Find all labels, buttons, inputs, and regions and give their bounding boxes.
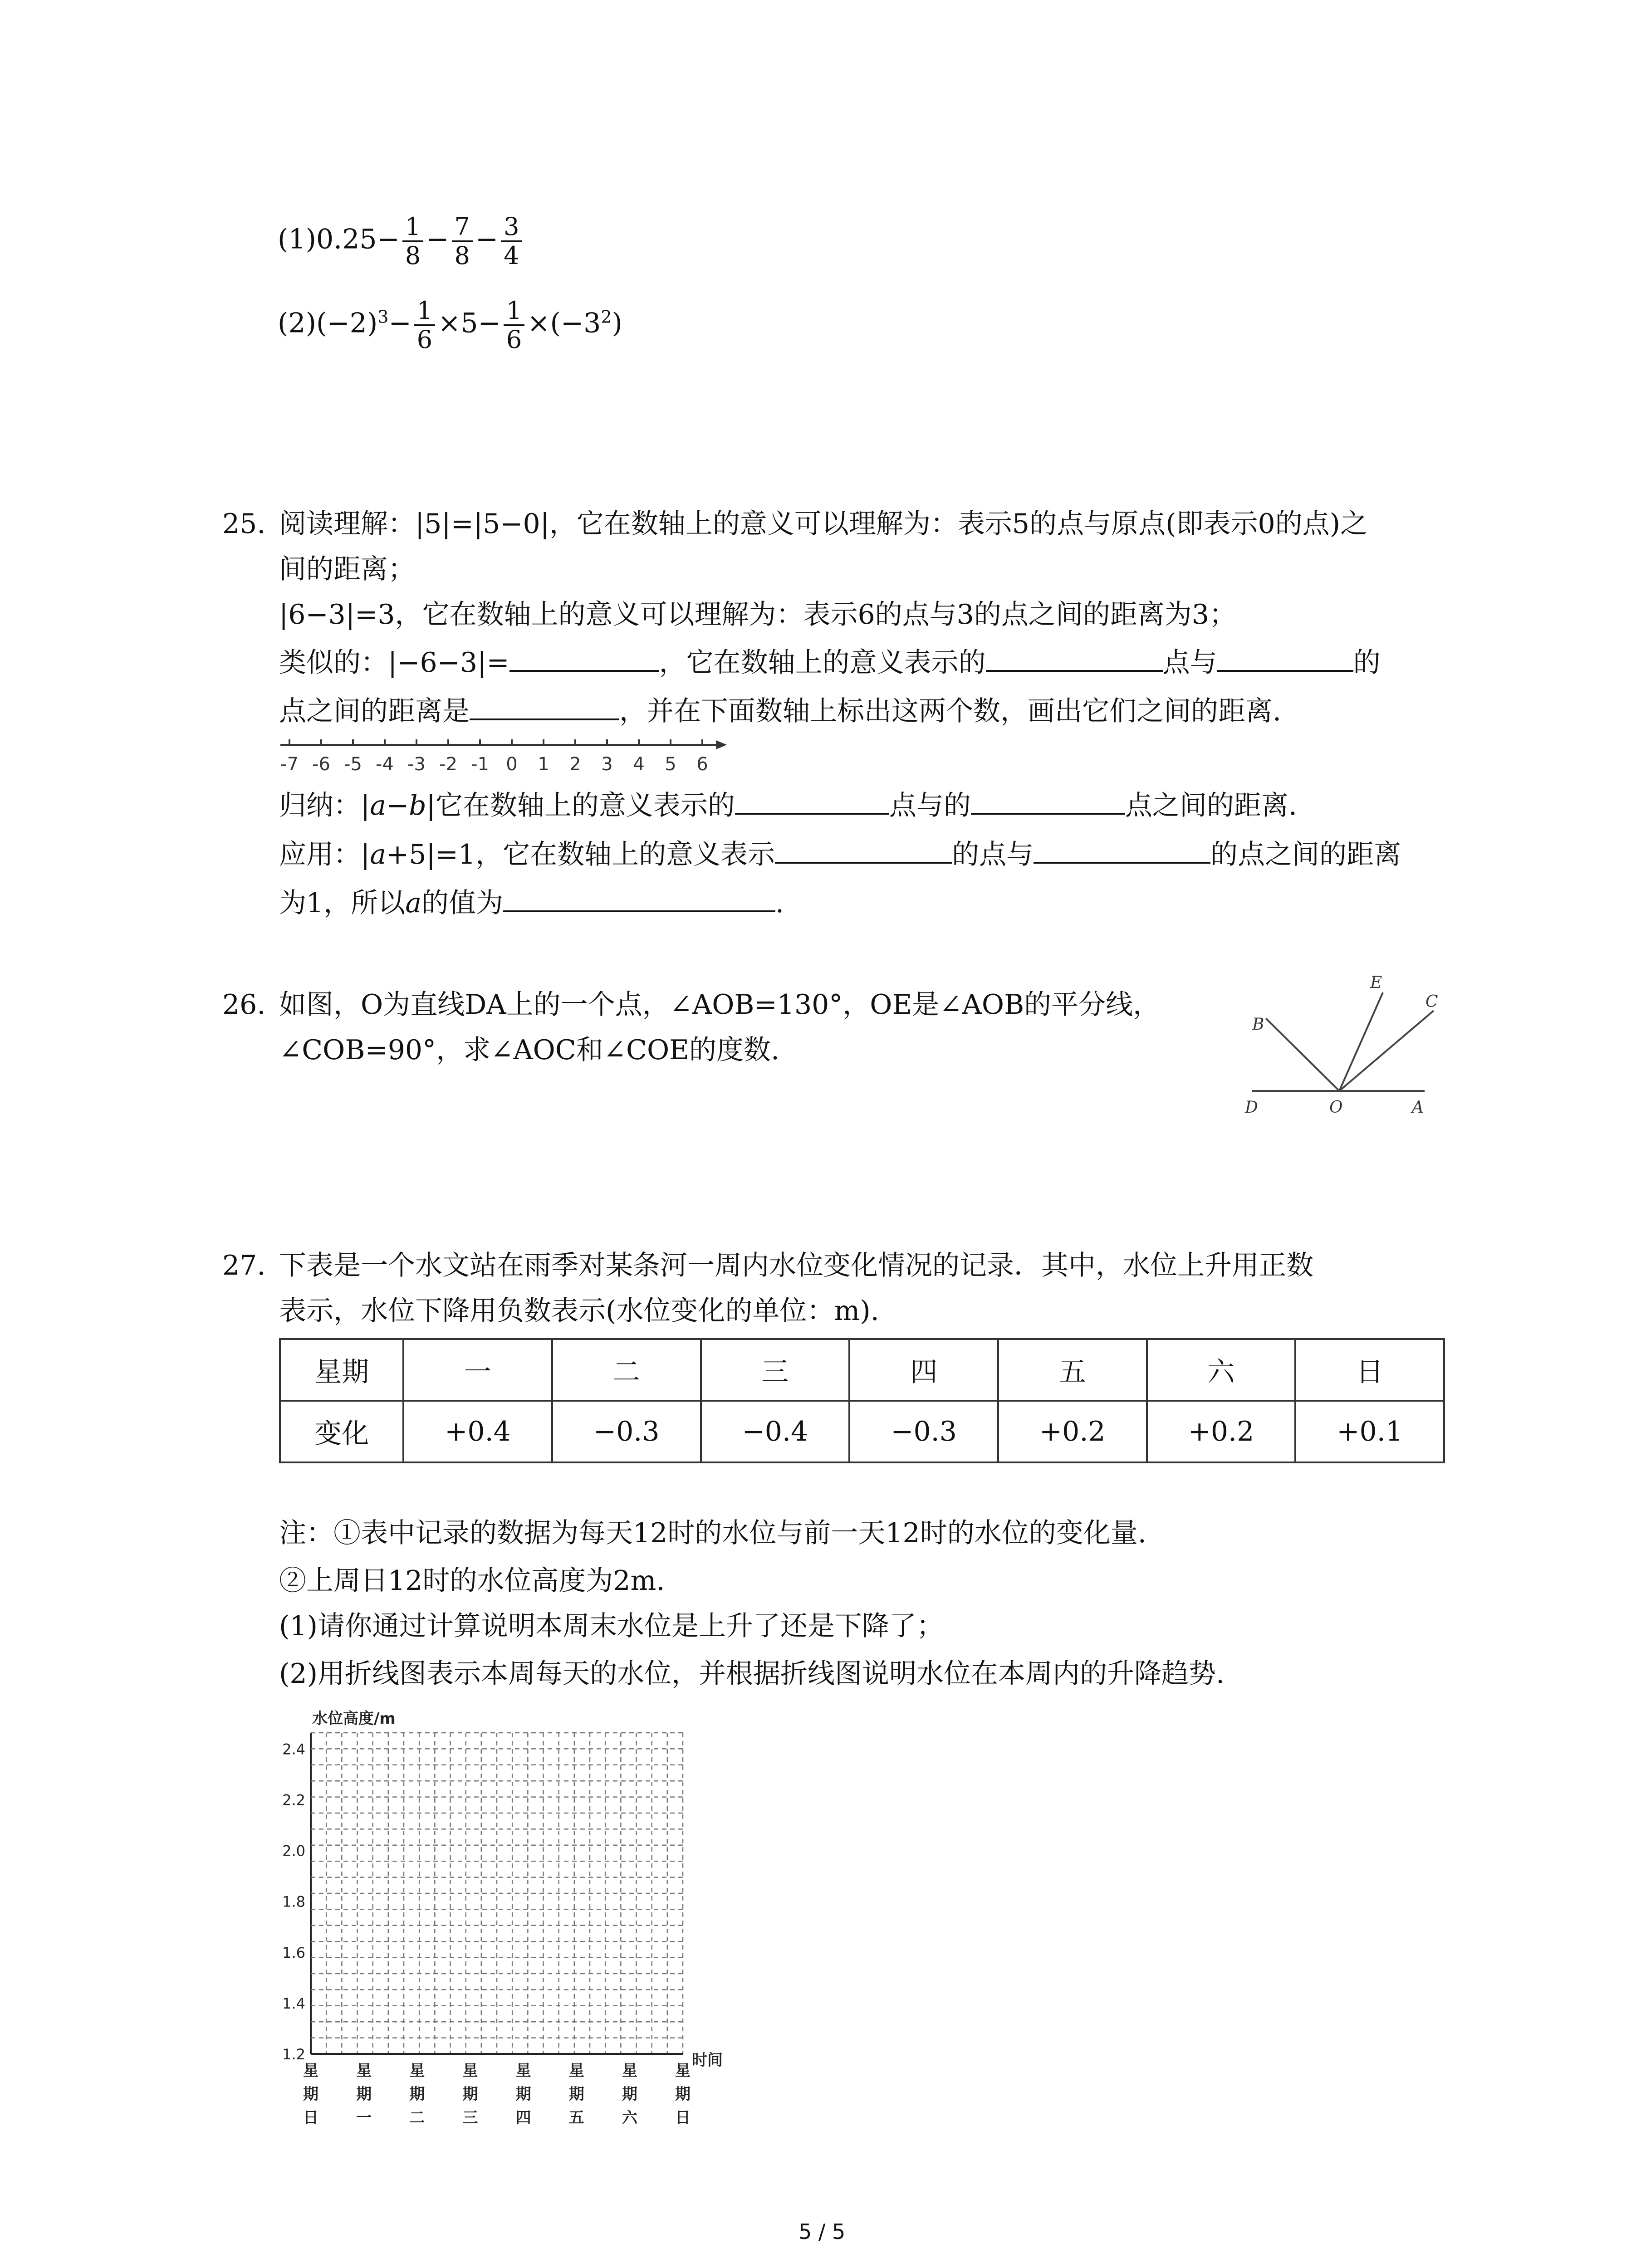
answer-blank[interactable] <box>1034 838 1210 864</box>
answer-blank[interactable] <box>503 887 775 912</box>
table-header-cell: 三 <box>701 1339 850 1401</box>
number-line-label: -4 <box>376 754 394 775</box>
table-cell: 变化 <box>280 1401 403 1462</box>
table-header-cell: 日 <box>1295 1339 1444 1401</box>
answer-blank[interactable] <box>470 695 619 720</box>
answer-blank[interactable] <box>1217 646 1353 672</box>
x-axis-label: 时间 <box>692 2051 723 2069</box>
calc-problem-2: $(2)(-2)^3-$ $\frac{1}{6}$ ×5− $\frac{1}{6}$ $\times(-3^2)$ <box>278 296 622 354</box>
number-line-label: -1 <box>471 754 489 775</box>
number-line-label: 2 <box>569 754 581 775</box>
table-header-cell: 星期 <box>280 1339 403 1401</box>
number-line-label: 0 <box>506 754 518 775</box>
q25-number: 25. <box>222 508 266 540</box>
table-row <box>280 1401 1444 1462</box>
number-line <box>272 735 735 789</box>
q27-note1: 注：①表中记录的数据为每天12时的水位与前一天12时的水位的变化量. <box>279 1517 1146 1549</box>
number-line-label: -7 <box>280 754 299 775</box>
label-O: O <box>1329 1098 1343 1117</box>
number-line-label: 5 <box>665 754 676 775</box>
table-cell: +0.1 <box>1295 1401 1444 1462</box>
label-D: D <box>1245 1098 1258 1117</box>
table-header-cell: 六 <box>1147 1339 1296 1401</box>
answer-blank[interactable] <box>735 789 889 815</box>
y-axis-label: 水位高度/m <box>312 1710 396 1728</box>
table-cell: −0.4 <box>701 1401 850 1462</box>
water-level-table <box>279 1338 1445 1463</box>
number-line-label: 1 <box>538 754 549 775</box>
number-line-label: -3 <box>407 754 426 775</box>
table-row <box>280 1339 1444 1401</box>
number-line-label: 6 <box>696 754 708 775</box>
q25-line2: 间的距离； <box>279 553 415 585</box>
table-header-cell: 一 <box>403 1339 552 1401</box>
x-day-label: 星期二 <box>409 2062 425 2127</box>
y-tick-label: 2.4 <box>282 1740 305 1758</box>
x-day-label: 星期日 <box>303 2062 318 2127</box>
table-header-cell: 五 <box>998 1339 1147 1401</box>
table-header-cell: 四 <box>849 1339 998 1401</box>
q26-line2: ∠COB=90°，求∠AOC和∠COE的度数. <box>279 1034 780 1066</box>
q25-line5: 点之间的距离是 ，并在下面数轴上标出这两个数，画出它们之间的距离. <box>279 695 1282 727</box>
q25-line4: 类似的：|−6−3|= ，它在数轴上的意义表示的 点与 的 <box>279 647 1381 679</box>
x-day-label: 星期四 <box>515 2062 531 2127</box>
q25-line8: 为1，所以a的值为 . <box>279 887 784 919</box>
angle-figure <box>1234 966 1488 1120</box>
number-line-label: 3 <box>601 754 613 775</box>
calc-problem-1: (1)0.25− $\frac{1}{8}$ − $\frac{7}{8}$ − $\frac{3}{4}$ <box>278 213 525 269</box>
answer-blank[interactable] <box>971 789 1125 815</box>
label-E: E <box>1370 973 1382 992</box>
label-C: C <box>1425 992 1438 1011</box>
q27-line2: 表示，水位下降用负数表示(水位变化的单位：m). <box>279 1295 879 1327</box>
x-day-label: 星期五 <box>568 2062 584 2127</box>
y-tick-label: 1.8 <box>282 1893 305 1911</box>
x-day-label: 星期三 <box>462 2062 478 2127</box>
y-tick-label: 2.2 <box>282 1791 305 1809</box>
q25-line3: |6−3|=3，它在数轴上的意义可以理解为：表示6的点与3的点之间的距离为3； <box>279 599 1237 631</box>
q25-line7: 应用：|a+5|=1，它在数轴上的意义表示 的点与 的点之间的距离 <box>279 839 1401 870</box>
number-line-label: -2 <box>439 754 457 775</box>
table-cell: −0.3 <box>849 1401 998 1462</box>
label-B: B <box>1252 1015 1264 1034</box>
q27-note2: ②上周日12时的水位高度为2m. <box>279 1565 665 1597</box>
answer-blank[interactable] <box>986 646 1163 672</box>
label-A: A <box>1412 1098 1424 1117</box>
table-cell: −0.3 <box>552 1401 701 1462</box>
y-tick-label: 2.0 <box>282 1842 305 1860</box>
x-day-label: 星期六 <box>622 2062 637 2127</box>
x-day-label: 星期一 <box>356 2062 372 2127</box>
table-cell: +0.2 <box>1147 1401 1296 1462</box>
q25-line1: 阅读理解：|5|=|5−0|，它在数轴上的意义可以理解为：表示5的点与原点(即表示0的点)之 <box>279 508 1368 540</box>
answer-blank[interactable] <box>509 646 659 672</box>
q26-number: 26. <box>222 989 266 1021</box>
table-header-cell: 二 <box>552 1339 701 1401</box>
q27-question2: (2)用折线图表示本周每天的水位，并根据折线图说明水位在本周内的升降趋势. <box>279 1658 1225 1690</box>
answer-blank[interactable] <box>775 838 952 864</box>
page-number: 5 / 5 <box>798 2219 846 2244</box>
number-line-label: -6 <box>312 754 330 775</box>
table-cell: +0.4 <box>403 1401 552 1462</box>
number-line-label: 4 <box>633 754 645 775</box>
table-cell: +0.2 <box>998 1401 1147 1462</box>
q26-line1: 如图，O为直线DA上的一个点，∠AOB=130°，OE是∠AOB的平分线， <box>279 989 1161 1021</box>
q27-question1: (1)请你通过计算说明本周末水位是上升了还是下降了； <box>279 1610 944 1642</box>
number-line-label: -5 <box>344 754 362 775</box>
q27-line1: 下表是一个水文站在雨季对某条河一周内水位变化情况的记录．其中，水位上升用正数 <box>279 1250 1313 1281</box>
y-tick-label: 1.4 <box>282 1994 305 2012</box>
x-day-label: 星期日 <box>675 2062 691 2127</box>
y-tick-label: 1.2 <box>282 2046 305 2063</box>
y-tick-label: 1.6 <box>282 1944 305 1961</box>
q25-line6: 归纳：|a−b|它在数轴上的意义表示的 点与的 点之间的距离. <box>279 790 1297 821</box>
water-level-grid <box>272 1706 753 2141</box>
q27-number: 27. <box>222 1250 266 1281</box>
